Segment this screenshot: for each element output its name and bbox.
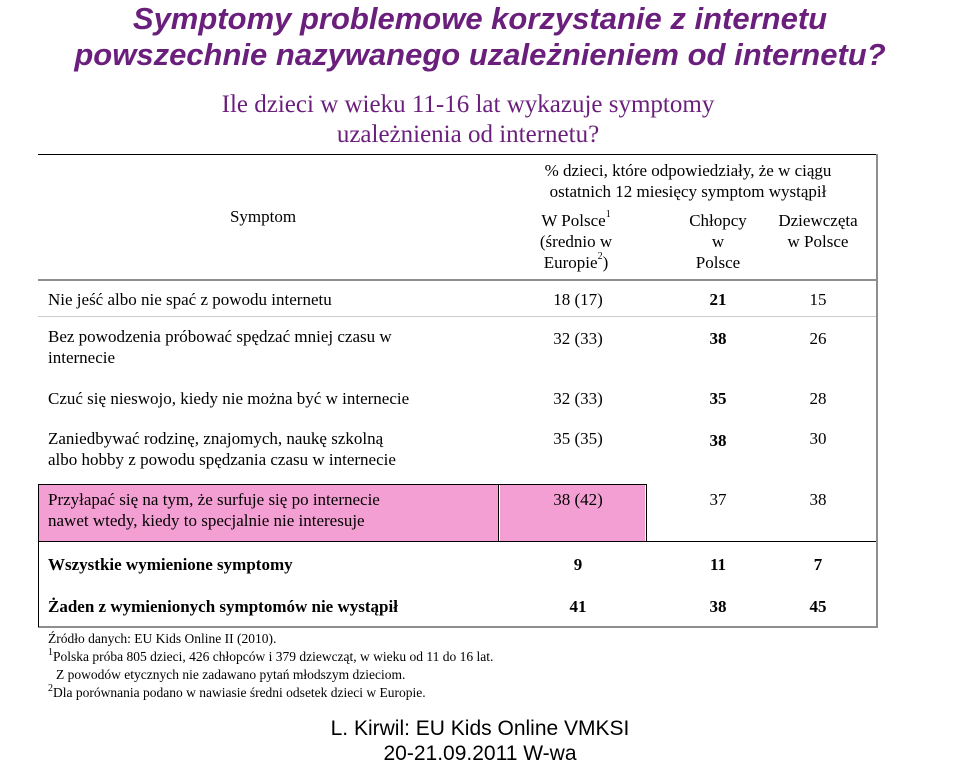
footnotes bbox=[48, 630, 493, 702]
header-col-polska-line1: W Polsce bbox=[541, 211, 606, 230]
footnote-1-line1: Polska próba 805 dzieci, 426 chłopców i 379 dziewcząt, w wieku od 11 do 16 lat. bbox=[53, 649, 494, 664]
table-border-header bbox=[38, 279, 878, 281]
footnote-ref-1: 1 bbox=[605, 209, 611, 220]
table-top-border bbox=[38, 154, 876, 155]
cell-chlopcy: 38 bbox=[709, 431, 727, 450]
cell-polska: 9 bbox=[573, 555, 583, 574]
header-col-dziewczeta-line2: w Polsce bbox=[787, 232, 849, 251]
subtitle-line1: Ile dzieci w wieku 11-16 lat wykazuje symptomy bbox=[221, 91, 715, 118]
header-col-chlopcy-line2: w bbox=[711, 232, 725, 251]
header-col-chlopcy-line1: Chłopcy bbox=[689, 211, 747, 230]
row-separator bbox=[38, 316, 876, 317]
cell-polska: 38 (42) bbox=[553, 490, 603, 509]
table-border-bottom bbox=[38, 626, 878, 628]
header-col-dziewczeta bbox=[760, 210, 876, 252]
footnote-2-marker: 2 bbox=[48, 683, 53, 694]
cell-chlopcy: 35 bbox=[709, 389, 727, 408]
row-symptom: Żaden z wymienionych symptomów nie wystąpił bbox=[48, 597, 398, 616]
row-symptom: Czuć się nieswojo, kiedy nie można być w internecie bbox=[48, 389, 410, 408]
slide-title-line1: Symptomy problemowe korzystanie z internetu bbox=[132, 1, 828, 36]
header-group-line2: ostatnich 12 miesięcy symptom wystąpił bbox=[549, 182, 827, 201]
cell-chlopcy: 21 bbox=[709, 290, 727, 309]
cell-chlopcy: 38 bbox=[709, 329, 727, 348]
row-symptom-line2: internecie bbox=[48, 348, 116, 367]
header-col-chlopcy-line3: Polsce bbox=[695, 253, 741, 272]
header-group-line1: % dzieci, które odpowiedziały, że w ciągu bbox=[544, 161, 832, 180]
cell-dziewczeta: 15 bbox=[809, 290, 827, 309]
col-separator-highlight-left bbox=[38, 484, 39, 542]
row-symptom bbox=[48, 326, 498, 368]
header-col-polska-close: ) bbox=[602, 253, 609, 272]
cell-polska: 18 (17) bbox=[553, 290, 603, 309]
highlight-top-border bbox=[38, 484, 646, 485]
header-col-polska bbox=[516, 210, 636, 273]
row-symptom-line2: albo hobby z powodu spędzania czasu w internecie bbox=[48, 450, 396, 469]
header-col-chlopcy bbox=[668, 210, 768, 273]
col-separator-lower bbox=[38, 541, 39, 627]
footnote-1-marker: 1 bbox=[48, 647, 53, 658]
cell-polska: 32 (33) bbox=[553, 329, 603, 348]
row-symptom bbox=[48, 489, 498, 531]
row-symptom-line1: Bez powodzenia próbować spędzać mniej czasu w bbox=[48, 327, 392, 346]
col-separator-highlight bbox=[498, 484, 499, 542]
cell-chlopcy: 11 bbox=[709, 555, 727, 574]
cell-dziewczeta: 30 bbox=[809, 429, 827, 448]
footnote-ref-2: 2 bbox=[597, 251, 603, 262]
cell-dziewczeta: 38 bbox=[809, 490, 827, 509]
table-border-right bbox=[876, 154, 878, 628]
header-col-dziewczeta-line1: Dziewczęta bbox=[778, 211, 858, 230]
cell-polska: 35 (35) bbox=[553, 429, 603, 448]
footer-date: 20-21.09.2011 W-wa bbox=[383, 742, 577, 765]
footnote-1-line2: Z powodów etycznych nie zadawano pytań młodszym dzieciom. bbox=[56, 667, 406, 682]
cell-dziewczeta: 26 bbox=[809, 329, 827, 348]
cell-chlopcy: 38 bbox=[709, 597, 727, 616]
row-symptom-line1: Przyłapać się na tym, że surfuje się po internecie bbox=[48, 490, 380, 509]
row-symptom-line1: Zaniedbywać rodzinę, znajomych, naukę szkolną bbox=[48, 429, 384, 448]
header-symptom: Symptom bbox=[229, 207, 297, 226]
row-separator bbox=[38, 541, 876, 542]
header-col-polska-line2: (średnio w bbox=[539, 232, 613, 251]
footer-author: L. Kirwil: EU Kids Online VMKSI bbox=[330, 717, 630, 740]
cell-dziewczeta: 7 bbox=[813, 555, 823, 574]
symptoms-table bbox=[38, 154, 878, 628]
source-note: Źródło danych: EU Kids Online II (2010). bbox=[48, 631, 277, 646]
slide-title-line2: powszechnie nazywanego uzależnieniem od internetu? bbox=[74, 37, 886, 72]
header-col-polska-line3: Europie bbox=[543, 253, 598, 272]
row-symptom: Nie jeść albo nie spać z powodu internetu bbox=[48, 290, 332, 309]
row-symptom: Wszystkie wymienione symptomy bbox=[48, 555, 293, 574]
row-symptom bbox=[48, 428, 498, 470]
cell-polska: 41 bbox=[569, 597, 587, 616]
footnote-2-line1: Dla porównania podano w nawiasie średni odsetek dzieci w Europie. bbox=[53, 685, 426, 700]
row-symptom-line2: nawet wtedy, kiedy to specjalnie nie interesuje bbox=[48, 511, 365, 530]
cell-dziewczeta: 28 bbox=[809, 389, 827, 408]
subtitle-line2: uzależnienia od internetu? bbox=[336, 121, 600, 148]
cell-chlopcy: 37 bbox=[709, 490, 727, 509]
cell-polska: 32 (33) bbox=[553, 389, 603, 408]
cell-dziewczeta: 45 bbox=[809, 597, 827, 616]
